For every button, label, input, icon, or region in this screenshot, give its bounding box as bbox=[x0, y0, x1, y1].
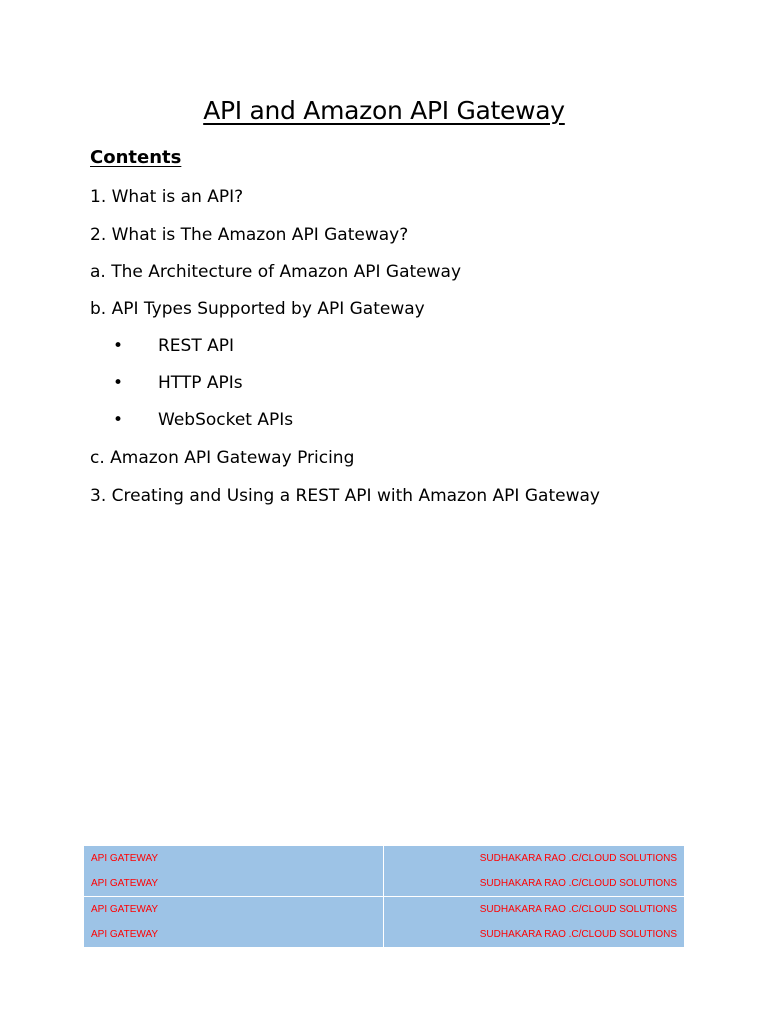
toc-item-what-is-api-gateway: 2. What is The Amazon API Gateway? bbox=[90, 225, 409, 245]
footer-row bbox=[84, 922, 684, 947]
contents-heading: Contents bbox=[90, 147, 182, 168]
footer-cell-left: API GATEWAY bbox=[84, 897, 384, 923]
toc-item-websocket-apis: WebSocket APIs bbox=[158, 410, 294, 430]
footer-cell-right: SUDHAKARA RAO .C/CLOUD SOLUTIONS bbox=[384, 922, 685, 947]
bullet-icon: • bbox=[113, 373, 124, 393]
toc-item-http-apis: HTTP APIs bbox=[158, 373, 243, 393]
footer-row bbox=[84, 897, 684, 923]
toc-item-rest-api: REST API bbox=[158, 336, 235, 356]
footer-cell-left: API GATEWAY bbox=[84, 871, 384, 897]
footer-row bbox=[84, 846, 684, 871]
toc-item-api-types: b. API Types Supported by API Gateway bbox=[90, 299, 425, 319]
bullet-icon: • bbox=[113, 410, 124, 430]
footer-table bbox=[84, 846, 684, 947]
footer-row bbox=[84, 871, 684, 897]
footer-cell-right: SUDHAKARA RAO .C/CLOUD SOLUTIONS bbox=[384, 897, 685, 923]
footer-cell-right: SUDHAKARA RAO .C/CLOUD SOLUTIONS bbox=[384, 846, 685, 871]
toc-item-pricing: c. Amazon API Gateway Pricing bbox=[90, 448, 355, 468]
document-title: API and Amazon API Gateway bbox=[203, 96, 565, 125]
bullet-icon: • bbox=[113, 336, 124, 356]
footer-cell-left: API GATEWAY bbox=[84, 922, 384, 947]
toc-item-architecture: a. The Architecture of Amazon API Gateway bbox=[90, 262, 462, 282]
toc-item-what-is-api: 1. What is an API? bbox=[90, 187, 244, 207]
toc-item-creating-rest-api: 3. Creating and Using a REST API with Amazon API Gateway bbox=[90, 486, 600, 506]
footer-cell-right: SUDHAKARA RAO .C/CLOUD SOLUTIONS bbox=[384, 871, 685, 897]
footer-cell-left: API GATEWAY bbox=[84, 846, 384, 871]
